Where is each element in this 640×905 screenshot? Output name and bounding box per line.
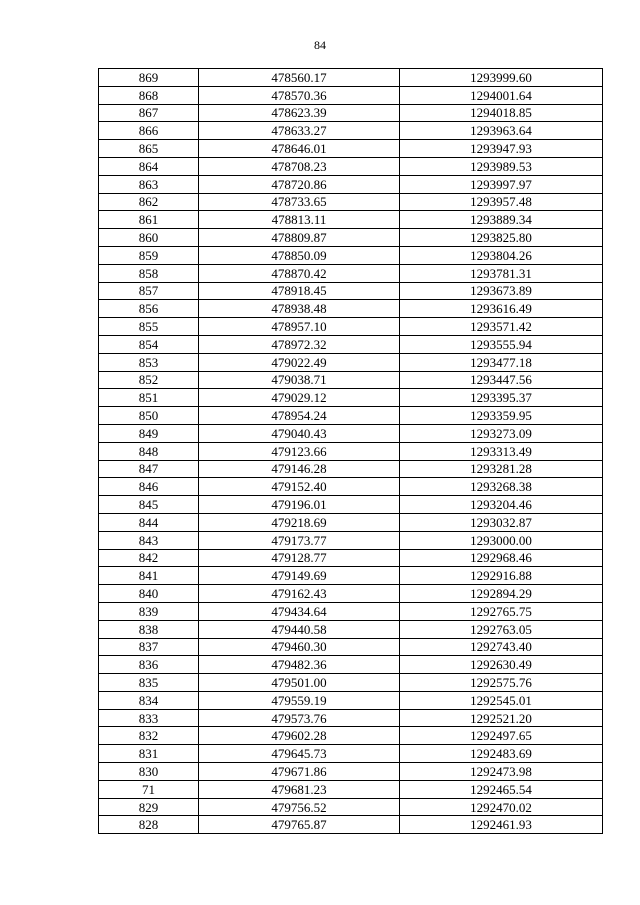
point-number-cell: 852 (99, 371, 199, 389)
table-row (99, 691, 603, 709)
x-coordinate-cell: 478708.23 (199, 157, 400, 175)
y-coordinate-cell: 1293825.80 (400, 229, 603, 247)
x-coordinate-cell: 478633.27 (199, 122, 400, 140)
point-number-cell: 853 (99, 353, 199, 371)
y-coordinate-cell: 1293395.37 (400, 389, 603, 407)
y-coordinate-cell: 1293555.94 (400, 335, 603, 353)
y-coordinate-cell: 1294001.64 (400, 86, 603, 104)
point-number-cell: 846 (99, 478, 199, 496)
table-row (99, 442, 603, 460)
y-coordinate-cell: 1293571.42 (400, 318, 603, 336)
table-row (99, 478, 603, 496)
x-coordinate-cell: 478646.01 (199, 140, 400, 158)
point-number-cell: 863 (99, 175, 199, 193)
table-row (99, 229, 603, 247)
point-number-cell: 859 (99, 246, 199, 264)
point-number-cell: 843 (99, 531, 199, 549)
x-coordinate-cell: 479645.73 (199, 745, 400, 763)
table-row (99, 513, 603, 531)
x-coordinate-cell: 479123.66 (199, 442, 400, 460)
table-row (99, 638, 603, 656)
table-row (99, 727, 603, 745)
table-row (99, 371, 603, 389)
y-coordinate-cell: 1293447.56 (400, 371, 603, 389)
table-row (99, 69, 603, 87)
point-number-cell: 838 (99, 620, 199, 638)
x-coordinate-cell: 479149.69 (199, 567, 400, 585)
table-row (99, 745, 603, 763)
x-coordinate-cell: 478570.36 (199, 86, 400, 104)
x-coordinate-cell: 479434.64 (199, 602, 400, 620)
table-row (99, 318, 603, 336)
x-coordinate-cell: 479162.43 (199, 585, 400, 603)
y-coordinate-cell: 1293947.93 (400, 140, 603, 158)
y-coordinate-cell: 1293957.48 (400, 193, 603, 211)
point-number-cell: 831 (99, 745, 199, 763)
y-coordinate-cell: 1293204.46 (400, 496, 603, 514)
x-coordinate-cell: 478938.48 (199, 300, 400, 318)
x-coordinate-cell: 479022.49 (199, 353, 400, 371)
table-row (99, 709, 603, 727)
table-row (99, 620, 603, 638)
y-coordinate-cell: 1292470.02 (400, 798, 603, 816)
table-row (99, 763, 603, 781)
y-coordinate-cell: 1292521.20 (400, 709, 603, 727)
point-number-cell: 836 (99, 656, 199, 674)
table-row (99, 86, 603, 104)
table-row (99, 816, 603, 834)
y-coordinate-cell: 1292968.46 (400, 549, 603, 567)
y-coordinate-cell: 1292765.75 (400, 602, 603, 620)
table-row (99, 460, 603, 478)
page-number: 84 (314, 38, 326, 52)
x-coordinate-cell: 479196.01 (199, 496, 400, 514)
x-coordinate-cell: 479482.36 (199, 656, 400, 674)
point-number-cell: 861 (99, 211, 199, 229)
y-coordinate-cell: 1292465.54 (400, 780, 603, 798)
table-row (99, 157, 603, 175)
y-coordinate-cell: 1293268.38 (400, 478, 603, 496)
y-coordinate-cell: 1293313.49 (400, 442, 603, 460)
y-coordinate-cell: 1292916.88 (400, 567, 603, 585)
x-coordinate-cell: 479501.00 (199, 674, 400, 692)
x-coordinate-cell: 479152.40 (199, 478, 400, 496)
coordinates-table-body (99, 69, 603, 834)
point-number-cell: 847 (99, 460, 199, 478)
table-row (99, 175, 603, 193)
point-number-cell: 850 (99, 407, 199, 425)
y-coordinate-cell: 1293989.53 (400, 157, 603, 175)
table-row (99, 567, 603, 585)
y-coordinate-cell: 1293889.34 (400, 211, 603, 229)
table-row (99, 264, 603, 282)
y-coordinate-cell: 1293963.64 (400, 122, 603, 140)
y-coordinate-cell: 1292483.69 (400, 745, 603, 763)
point-number-cell: 867 (99, 104, 199, 122)
table-row (99, 211, 603, 229)
point-number-cell: 845 (99, 496, 199, 514)
y-coordinate-cell: 1292545.01 (400, 691, 603, 709)
y-coordinate-cell: 1293781.31 (400, 264, 603, 282)
y-coordinate-cell: 1293673.89 (400, 282, 603, 300)
table-row (99, 780, 603, 798)
point-number-cell: 839 (99, 602, 199, 620)
x-coordinate-cell: 478918.45 (199, 282, 400, 300)
y-coordinate-cell: 1293804.26 (400, 246, 603, 264)
y-coordinate-cell: 1293359.95 (400, 407, 603, 425)
y-coordinate-cell: 1292473.98 (400, 763, 603, 781)
table-row (99, 674, 603, 692)
point-number-cell: 865 (99, 140, 199, 158)
table-row (99, 104, 603, 122)
table-row (99, 407, 603, 425)
y-coordinate-cell: 1293273.09 (400, 424, 603, 442)
x-coordinate-cell: 479040.43 (199, 424, 400, 442)
table-row (99, 335, 603, 353)
point-number-cell: 856 (99, 300, 199, 318)
point-number-cell: 834 (99, 691, 199, 709)
point-number-cell: 832 (99, 727, 199, 745)
table-row (99, 246, 603, 264)
table-row (99, 140, 603, 158)
table-row (99, 585, 603, 603)
table-row (99, 424, 603, 442)
x-coordinate-cell: 479602.28 (199, 727, 400, 745)
x-coordinate-cell: 479218.69 (199, 513, 400, 531)
x-coordinate-cell: 479460.30 (199, 638, 400, 656)
coordinates-table (98, 68, 603, 834)
point-number-cell: 868 (99, 86, 199, 104)
point-number-cell: 862 (99, 193, 199, 211)
x-coordinate-cell: 479146.28 (199, 460, 400, 478)
point-number-cell: 848 (99, 442, 199, 460)
table-row (99, 496, 603, 514)
x-coordinate-cell: 478954.24 (199, 407, 400, 425)
x-coordinate-cell: 479173.77 (199, 531, 400, 549)
x-coordinate-cell: 478560.17 (199, 69, 400, 87)
x-coordinate-cell: 479440.58 (199, 620, 400, 638)
y-coordinate-cell: 1293032.87 (400, 513, 603, 531)
x-coordinate-cell: 478972.32 (199, 335, 400, 353)
x-coordinate-cell: 479756.52 (199, 798, 400, 816)
x-coordinate-cell: 479029.12 (199, 389, 400, 407)
y-coordinate-cell: 1292894.29 (400, 585, 603, 603)
point-number-cell: 828 (99, 816, 199, 834)
x-coordinate-cell: 479573.76 (199, 709, 400, 727)
table-row (99, 122, 603, 140)
table-row (99, 193, 603, 211)
x-coordinate-cell: 478733.65 (199, 193, 400, 211)
y-coordinate-cell: 1293999.60 (400, 69, 603, 87)
point-number-cell: 844 (99, 513, 199, 531)
x-coordinate-cell: 478809.87 (199, 229, 400, 247)
x-coordinate-cell: 478813.11 (199, 211, 400, 229)
point-number-cell: 869 (99, 69, 199, 87)
point-number-cell: 71 (99, 780, 199, 798)
point-number-cell: 864 (99, 157, 199, 175)
table-row (99, 300, 603, 318)
table-row (99, 531, 603, 549)
x-coordinate-cell: 479681.23 (199, 780, 400, 798)
point-number-cell: 842 (99, 549, 199, 567)
point-number-cell: 866 (99, 122, 199, 140)
y-coordinate-cell: 1292497.65 (400, 727, 603, 745)
y-coordinate-cell: 1292763.05 (400, 620, 603, 638)
y-coordinate-cell: 1293477.18 (400, 353, 603, 371)
table-row (99, 389, 603, 407)
table-row (99, 798, 603, 816)
point-number-cell: 855 (99, 318, 199, 336)
point-number-cell: 860 (99, 229, 199, 247)
x-coordinate-cell: 478720.86 (199, 175, 400, 193)
point-number-cell: 835 (99, 674, 199, 692)
table-row (99, 656, 603, 674)
y-coordinate-cell: 1292575.76 (400, 674, 603, 692)
x-coordinate-cell: 479038.71 (199, 371, 400, 389)
x-coordinate-cell: 478850.09 (199, 246, 400, 264)
point-number-cell: 851 (99, 389, 199, 407)
y-coordinate-cell: 1293000.00 (400, 531, 603, 549)
x-coordinate-cell: 479671.86 (199, 763, 400, 781)
table-row (99, 549, 603, 567)
y-coordinate-cell: 1292461.93 (400, 816, 603, 834)
point-number-cell: 854 (99, 335, 199, 353)
x-coordinate-cell: 478870.42 (199, 264, 400, 282)
y-coordinate-cell: 1293997.97 (400, 175, 603, 193)
point-number-cell: 849 (99, 424, 199, 442)
table-row (99, 282, 603, 300)
point-number-cell: 829 (99, 798, 199, 816)
x-coordinate-cell: 479128.77 (199, 549, 400, 567)
x-coordinate-cell: 479765.87 (199, 816, 400, 834)
x-coordinate-cell: 478957.10 (199, 318, 400, 336)
y-coordinate-cell: 1292630.49 (400, 656, 603, 674)
x-coordinate-cell: 479559.19 (199, 691, 400, 709)
point-number-cell: 833 (99, 709, 199, 727)
point-number-cell: 841 (99, 567, 199, 585)
point-number-cell: 840 (99, 585, 199, 603)
x-coordinate-cell: 478623.39 (199, 104, 400, 122)
point-number-cell: 837 (99, 638, 199, 656)
table-row (99, 602, 603, 620)
point-number-cell: 830 (99, 763, 199, 781)
table-row (99, 353, 603, 371)
y-coordinate-cell: 1292743.40 (400, 638, 603, 656)
y-coordinate-cell: 1293616.49 (400, 300, 603, 318)
point-number-cell: 858 (99, 264, 199, 282)
y-coordinate-cell: 1293281.28 (400, 460, 603, 478)
y-coordinate-cell: 1294018.85 (400, 104, 603, 122)
point-number-cell: 857 (99, 282, 199, 300)
